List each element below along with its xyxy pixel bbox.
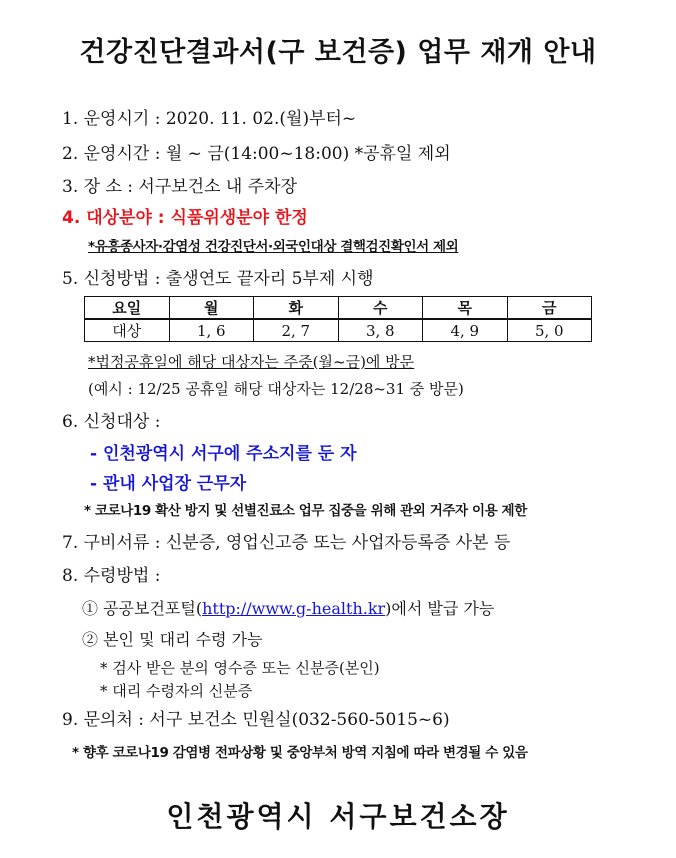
target-field-exclusion-note: *유흥종사자·감염성 건강진단서·외국인대상 결핵검진확인서 제외 <box>88 239 459 255</box>
schedule-header-row <box>85 297 592 320</box>
pickup-option-online-prefix: ① 공공보건포털( <box>82 599 203 618</box>
schedule-table <box>84 296 592 342</box>
item-application-method: 5. 신청방법 : 출생연도 끝자리 5부제 시행 <box>62 269 374 289</box>
holiday-example-note: (예시 : 12/25 공휴일 해당 대상자는 12/28~31 중 방문) <box>88 380 464 398</box>
issuer-signature: 인천광역시 서구보건소장 <box>166 800 510 833</box>
item-pickup-method: 8. 수령방법 : <box>62 566 161 586</box>
schedule-data-row <box>85 319 592 342</box>
schedule-cell: 5, 0 <box>507 319 592 342</box>
item-operation-hours: 2. 운영시간 : 월 ~ 금(14:00~18:00) *공휴일 제외 <box>62 144 451 164</box>
covid-restriction-note: * 코로나19 확산 방지 및 선별진료소 업무 집중을 위해 관외 거주자 이용 제한 <box>84 503 527 519</box>
policy-change-note: * 향후 코로나19 감염병 전파상황 및 중앙부처 방역 지침에 따라 변경될 수 있음 <box>72 745 528 761</box>
pickup-note-proxy-id: * 대리 수령자의 신분증 <box>100 682 253 700</box>
item-eligibility: 6. 신청대상 : <box>62 412 161 432</box>
schedule-header-cell: 월 <box>169 297 254 320</box>
pickup-note-receipt: * 검사 받은 분의 영수증 또는 신분증(본인) <box>100 659 380 677</box>
item-location: 3. 장 소 : 서구보건소 내 주차장 <box>62 177 298 197</box>
g-health-link[interactable]: http://www.g-health.kr <box>202 599 386 618</box>
item-operation-period: 1. 운영시기 : 2020. 11. 02.(월)부터~ <box>62 109 357 129</box>
schedule-header-cell: 수 <box>338 297 423 320</box>
schedule-header-cell: 금 <box>507 297 592 320</box>
schedule-cell: 2, 7 <box>254 319 339 342</box>
holiday-visit-note: *법정공휴일에 해당 대상자는 주중(월~금)에 방문 <box>88 353 415 371</box>
schedule-cell: 1, 6 <box>169 319 254 342</box>
schedule-header-cell: 목 <box>423 297 508 320</box>
item-target-field: 4. 대상분야 : 식품위생분야 한정 <box>62 208 308 228</box>
schedule-header-cell: 요일 <box>85 297 170 320</box>
pickup-option-proxy: ② 본인 및 대리 수령 가능 <box>82 630 263 649</box>
pickup-option-online <box>82 596 494 619</box>
schedule-cell: 4, 9 <box>423 319 508 342</box>
schedule-cell: 3, 8 <box>338 319 423 342</box>
item-contact: 9. 문의처 : 서구 보건소 민원실(032-560-5015~6) <box>62 710 450 730</box>
page-title: 건강진단결과서(구 보건증) 업무 재개 안내 <box>79 37 597 68</box>
item-required-documents: 7. 구비서류 : 신분증, 영업신고증 또는 사업자등록증 사본 등 <box>62 533 511 553</box>
schedule-cell: 대상 <box>85 319 170 342</box>
eligibility-worker: - 관내 사업장 근무자 <box>90 474 247 494</box>
schedule-header-cell: 화 <box>254 297 339 320</box>
pickup-option-online-suffix: )에서 발급 가능 <box>385 599 495 618</box>
eligibility-resident: - 인천광역시 서구에 주소지를 둔 자 <box>90 444 357 464</box>
